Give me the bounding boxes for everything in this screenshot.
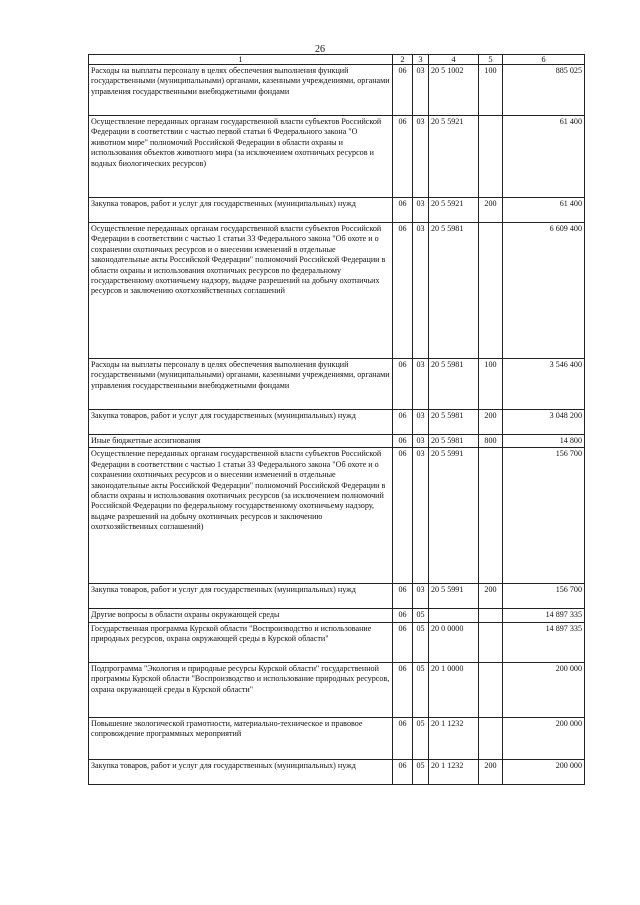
row-subsection: 03 (413, 198, 429, 223)
row-name: Осуществление переданных органам государственной власти субъектов Российской Федерации в соответствии с частью первой статьи 6 Федерального закона "О животном мире" полномочий Российской Федерации в области охраны и использования объектов животного мира (за исключением охотничьих ресурсов и водных биологических ресурсов) (89, 116, 393, 198)
table-row (89, 662, 585, 717)
row-target-article: 20 5 5921 (429, 198, 479, 223)
row-target-article: 20 5 1002 (429, 65, 479, 116)
row-expense-type: 800 (479, 435, 503, 448)
row-subsection: 03 (413, 65, 429, 116)
table-row (89, 223, 585, 359)
row-subsection: 03 (413, 116, 429, 198)
row-section: 06 (393, 223, 413, 359)
table-row (89, 622, 585, 662)
row-target-article: 20 1 1232 (429, 759, 479, 784)
row-section: 06 (393, 65, 413, 116)
row-section: 06 (393, 609, 413, 622)
row-expense-type (479, 223, 503, 359)
row-expense-type (479, 717, 503, 759)
row-target-article: 20 5 5921 (429, 116, 479, 198)
row-target-article: 20 5 5981 (429, 435, 479, 448)
row-name: Повышение экологической грамотности, материально-техническое и правовое сопровождение программных мероприятий (89, 717, 393, 759)
header-subsection: 3 (413, 55, 429, 65)
row-section: 06 (393, 116, 413, 198)
row-name: Другие вопросы в области охраны окружающей среды (89, 609, 393, 622)
row-target-article: 20 1 1232 (429, 717, 479, 759)
row-name: Закупка товаров, работ и услуг для государственных (муниципальных) нужд (89, 198, 393, 223)
header-expense-type: 5 (479, 55, 503, 65)
table-row (89, 410, 585, 435)
row-section: 06 (393, 435, 413, 448)
row-amount: 14 897 335 (503, 609, 585, 622)
row-expense-type (479, 662, 503, 717)
budget-table (88, 54, 585, 785)
table-row (89, 65, 585, 116)
table-row (89, 448, 585, 584)
row-target-article: 20 0 0000 (429, 622, 479, 662)
table-row (89, 609, 585, 622)
row-subsection: 05 (413, 622, 429, 662)
row-target-article: 20 5 5991 (429, 584, 479, 609)
header-section: 2 (393, 55, 413, 65)
row-amount: 14 897 335 (503, 622, 585, 662)
header-amount: 6 (503, 55, 585, 65)
row-subsection: 05 (413, 717, 429, 759)
table-header-row (89, 55, 585, 65)
row-amount: 3 048 200 (503, 410, 585, 435)
header-target-article: 4 (429, 55, 479, 65)
row-name: Осуществление переданных органам государственной власти субъектов Российской Федерации в соответствии с частью 1 статьи 33 Федерального закона "Об охоте и о сохранении охотничьих ресурсов и о внесении изменений в отдельные законодательные акты Российской Федерации" полномочий Российской Федерации в области охраны и использования охотничьих ресурсов по федеральному государственному охотничьему надзору, выдаче разрешений на добычу охотничьих ресурсов и заключению охотхозяйственных соглашений (89, 223, 393, 359)
row-amount: 3 546 400 (503, 359, 585, 410)
row-section: 06 (393, 410, 413, 435)
row-amount: 61 400 (503, 198, 585, 223)
row-name: Закупка товаров, работ и услуг для государственных (муниципальных) нужд (89, 759, 393, 784)
row-section: 06 (393, 759, 413, 784)
row-name: Осуществление переданных органам государственной власти субъектов Российской Федерации в соответствии с частью 1 статьи 33 Федерального закона "Об охоте и о сохранении охотничьих ресурсов и о внесении изменений в отдельные законодательные акты Российской Федерации" полномочий Российской Федерации в области охраны и использования охотничьих ресурсов (за исключением полномочий Российской Федерации по федеральному государственному охотничьему надзору, выдаче разрешений на добычу охотничьих ресурсов и заключению охотхозяйственных соглашений) (89, 448, 393, 584)
row-expense-type (479, 116, 503, 198)
row-expense-type: 200 (479, 759, 503, 784)
row-target-article: 20 5 5991 (429, 448, 479, 584)
table-row (89, 435, 585, 448)
row-amount: 6 609 400 (503, 223, 585, 359)
row-subsection: 03 (413, 410, 429, 435)
table-row (89, 198, 585, 223)
row-section: 06 (393, 198, 413, 223)
row-target-article: 20 5 5981 (429, 223, 479, 359)
row-expense-type (479, 609, 503, 622)
row-subsection: 03 (413, 448, 429, 584)
row-target-article: 20 1 0000 (429, 662, 479, 717)
row-name: Закупка товаров, работ и услуг для государственных (муниципальных) нужд (89, 410, 393, 435)
row-name: Государственная программа Курской области "Воспроизводство и использование природных ресурсов, охрана окружающей среды в Курской области" (89, 622, 393, 662)
row-amount: 200 000 (503, 662, 585, 717)
row-amount: 61 400 (503, 116, 585, 198)
row-subsection: 03 (413, 223, 429, 359)
row-target-article: 20 5 5981 (429, 359, 479, 410)
row-name: Подпрограмма "Экология и природные ресурсы Курской области" государственной программы Курской области "Воспроизводство и использование природных ресурсов, охрана окружающей среды в Курской области" (89, 662, 393, 717)
header-name: 1 (89, 55, 393, 65)
row-expense-type (479, 448, 503, 584)
row-amount: 156 700 (503, 584, 585, 609)
row-target-article: 20 5 5981 (429, 410, 479, 435)
row-section: 06 (393, 584, 413, 609)
row-section: 06 (393, 448, 413, 584)
row-subsection: 05 (413, 662, 429, 717)
row-subsection: 05 (413, 759, 429, 784)
row-expense-type: 200 (479, 198, 503, 223)
row-amount: 200 000 (503, 759, 585, 784)
page-number: 26 (315, 44, 325, 55)
row-expense-type (479, 622, 503, 662)
row-section: 06 (393, 662, 413, 717)
row-expense-type: 200 (479, 584, 503, 609)
row-amount: 200 000 (503, 717, 585, 759)
row-amount: 885 025 (503, 65, 585, 116)
row-name: Расходы на выплаты персоналу в целях обеспечения выполнения функций государственными (муниципальными) органами, казенными учреждениями, органами управления государственными внебюджетными фондами (89, 359, 393, 410)
table-row (89, 116, 585, 198)
row-expense-type: 100 (479, 359, 503, 410)
row-expense-type: 100 (479, 65, 503, 116)
row-name: Иные бюджетные ассигнования (89, 435, 393, 448)
row-subsection: 05 (413, 609, 429, 622)
table-row (89, 759, 585, 784)
row-section: 06 (393, 622, 413, 662)
table-row (89, 359, 585, 410)
row-target-article (429, 609, 479, 622)
row-name: Закупка товаров, работ и услуг для государственных (муниципальных) нужд (89, 584, 393, 609)
row-amount: 156 700 (503, 448, 585, 584)
row-subsection: 03 (413, 584, 429, 609)
table-row (89, 717, 585, 759)
row-amount: 14 800 (503, 435, 585, 448)
row-subsection: 03 (413, 359, 429, 410)
table-row (89, 584, 585, 609)
row-name: Расходы на выплаты персоналу в целях обеспечения выполнения функций государственными (муниципальными) органами, казенными учреждениями, органами управления государственными внебюджетными фондами (89, 65, 393, 116)
row-section: 06 (393, 359, 413, 410)
row-section: 06 (393, 717, 413, 759)
row-subsection: 03 (413, 435, 429, 448)
row-expense-type: 200 (479, 410, 503, 435)
